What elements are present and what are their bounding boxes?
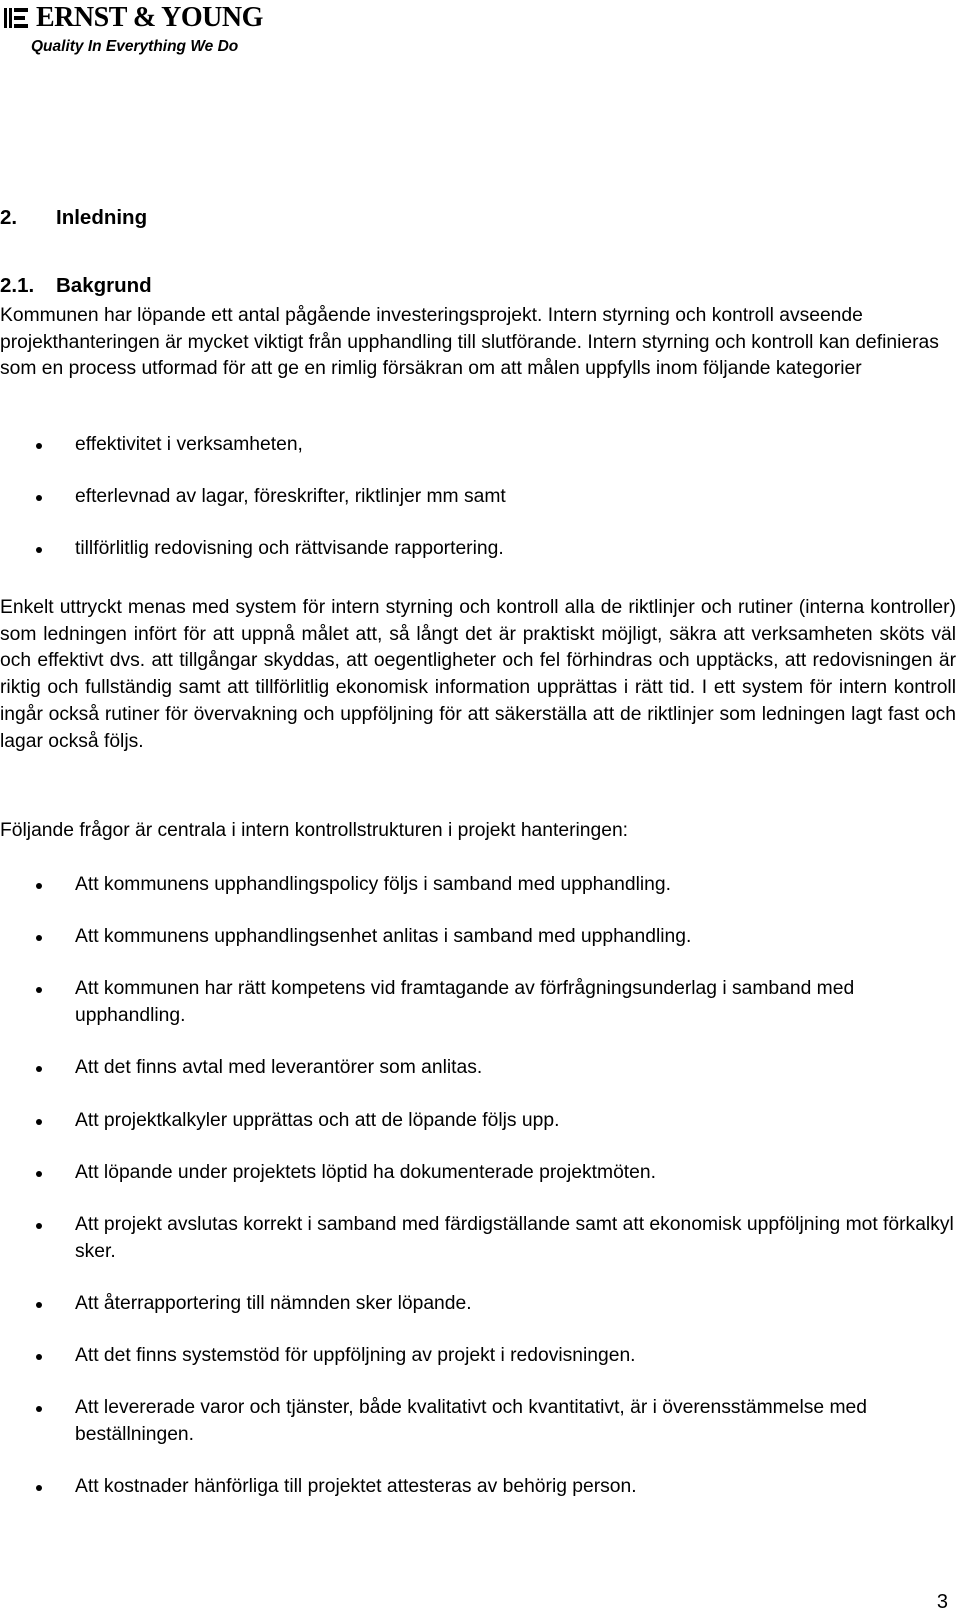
- list-item: [0, 924, 956, 951]
- list-item-text: Att kommunens upphandlingspolicy följs i samband med upphandling.: [75, 874, 671, 895]
- bullet-icon: [36, 883, 42, 889]
- questions-intro: Följande frågor är centrala i intern kontrollstrukturen i projekt hanteringen:: [0, 820, 629, 841]
- list-item-text: Att det finns avtal med leverantörer som anlitas.: [75, 1057, 483, 1079]
- list-item: [0, 1343, 956, 1370]
- list-item: [0, 1160, 956, 1187]
- bullet-icon: [36, 1354, 42, 1360]
- list-item-text: Att kostnader hänförliga till projektet attesteras av behörig person.: [75, 1476, 637, 1498]
- bullet-icon: [36, 1223, 42, 1229]
- bullet-icon: [36, 547, 42, 553]
- list-item-text: Att löpande under projektets löptid ha dokumenterade projektmöten.: [75, 1161, 656, 1183]
- list-item-text: Att levererade varor och tjänster, både kvalitativt och kvantitativt, är i överensstämmelse med beställningen.: [75, 1397, 867, 1445]
- company-logo: [4, 2, 263, 58]
- bullet-icon: [36, 443, 42, 449]
- category-list: [0, 432, 956, 589]
- subsection-title: Bakgrund: [56, 274, 152, 297]
- list-item-text: Att projektkalkyler upprättas och att de löpande följs upp.: [75, 1109, 560, 1131]
- list-item: [0, 1474, 956, 1501]
- list-item-text: Att återrapportering till nämnden sker löpande.: [75, 1292, 472, 1314]
- bullet-icon: [36, 935, 42, 941]
- list-item-text: tillförlitlig redovisning och rättvisande rapportering.: [75, 538, 504, 560]
- ey-logo-icon: [4, 6, 32, 30]
- bullet-icon: [36, 1066, 42, 1072]
- subsection-number: 2.1.: [0, 274, 35, 297]
- bullet-icon: [36, 1302, 42, 1308]
- list-item: [0, 484, 956, 511]
- bullet-icon: [36, 1119, 42, 1125]
- list-item-text: Att kommunens upphandlingsenhet anlitas i samband med upphandling.: [75, 926, 692, 948]
- list-item-text: Att projekt avslutas korrekt i samband med färdigställande samt att ekonomisk uppföljning mot förkalkyl sker.: [75, 1213, 954, 1262]
- section-title: Inledning: [56, 206, 148, 229]
- bullet-icon: [36, 1485, 42, 1491]
- page-number: 3: [936, 1591, 948, 1613]
- list-item: [0, 1212, 956, 1265]
- list-item: [0, 536, 956, 563]
- list-item-text: Att kommunen har rätt kompetens vid framtagande av förfrågningsunderlag i samband med upphandling.: [75, 978, 855, 1027]
- list-item-text: effektivitet i verksamheten,: [75, 434, 303, 455]
- definition-paragraph: Enkelt uttryckt menas med system för intern styrning och kontroll alla de riktlinjer och rutiner (interna kontroller) som ledningen infört för att uppnå målet att, så långt det är praktiskt möjligt, säkra att verksamheten sköts väl och effektivt dvs. att tillgångar skyddas, att oegentligheter och fel förhindras och upptäcks, att redovisningen är riktig och fullständig samt att tillförlitlig ekonomisk information upprättas i rätt tid. I ett system för intern kontroll ingår också rutiner för övervakning och uppföljning för att säkerställa att de riktlinjer som ledningen lagt fast och lagar också följs.: [0, 597, 956, 752]
- logo-tagline: Quality In Everything We Do: [31, 38, 239, 55]
- list-item: [0, 432, 956, 459]
- bullet-icon: [36, 987, 42, 993]
- bullet-icon: [36, 1171, 42, 1177]
- list-item: [0, 976, 956, 1029]
- list-item: [0, 1395, 956, 1448]
- list-item-text: Att det finns systemstöd för uppföljning av projekt i redovisningen.: [75, 1345, 636, 1367]
- list-item: [0, 1055, 956, 1082]
- section-number: 2.: [0, 206, 18, 229]
- list-item: [0, 1291, 956, 1318]
- intro-paragraph: Kommunen har löpande ett antal pågående investeringsprojekt. Intern styrning och kontroll avseende projekthanteringen är mycket viktigt från upphandling till slutförande. Intern styrning och kontroll kan definieras som en process utformad för att ge en rimlig försäkran om att målen uppfylls inom följande kategorier: [0, 305, 939, 380]
- section-heading: [0, 206, 147, 230]
- control-questions-list: [0, 872, 956, 1526]
- bullet-icon: [36, 495, 42, 501]
- bullet-icon: [36, 1406, 42, 1412]
- list-item: [0, 872, 956, 899]
- list-item: [0, 1108, 956, 1135]
- list-item-text: efterlevnad av lagar, föreskrifter, riktlinjer mm samt: [75, 486, 506, 508]
- subsection-heading: [0, 274, 152, 298]
- logo-name: ERNST & YOUNG: [36, 2, 263, 33]
